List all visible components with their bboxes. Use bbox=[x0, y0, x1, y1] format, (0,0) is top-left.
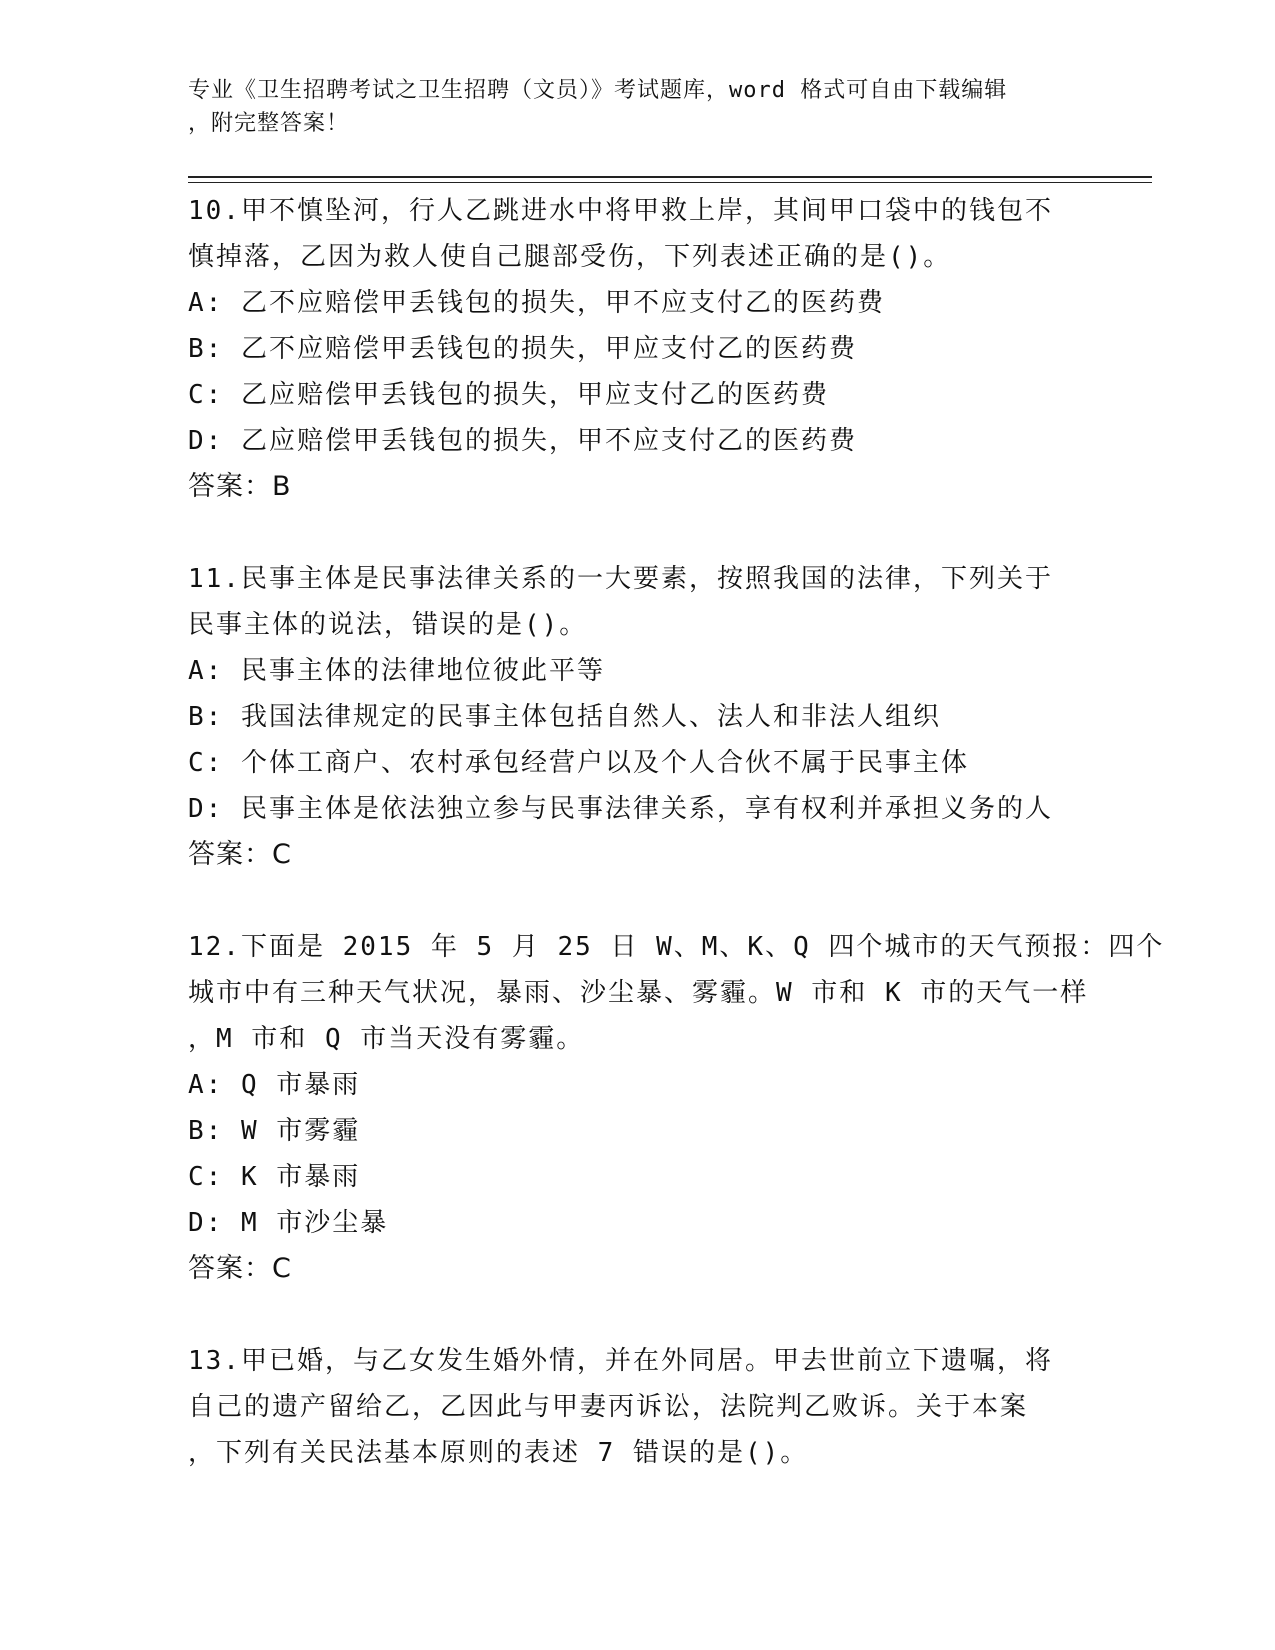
question-stem-line: ，下列有关民法基本原则的表述 7 错误的是()。 bbox=[188, 1438, 809, 1468]
header-line-1: 专业《卫生招聘考试之卫生招聘（文员）》考试题库，word 格式可自由下载编辑 bbox=[188, 78, 1008, 103]
question-stem-line: 11.民事主体是民事法律关系的一大要素，按照我国的法律，下列关于 bbox=[188, 564, 1053, 594]
option-a: A: 民事主体的法律地位彼此平等 bbox=[188, 656, 605, 686]
question-stem-line: 慎掉落，乙因为救人使自己腿部受伤，下列表述正确的是()。 bbox=[188, 242, 952, 272]
header-line-2: ，附完整答案！ bbox=[188, 111, 350, 136]
option-c: C: 个体工商户、农村承包经营户以及个人合伙不属于民事主体 bbox=[188, 748, 969, 778]
answer-line: 答案：C bbox=[188, 1253, 292, 1284]
option-b: B: 我国法律规定的民事主体包括自然人、法人和非法人组织 bbox=[188, 702, 941, 732]
question-stem-line: 自己的遗产留给乙，乙因此与甲妻丙诉讼，法院判乙败诉。关于本案 bbox=[188, 1392, 1029, 1422]
answer-line: 答案：B bbox=[188, 471, 292, 502]
option-d: D: 民事主体是依法独立参与民事法律关系，享有权利并承担义务的人 bbox=[188, 794, 1053, 824]
option-a: A: Q 市暴雨 bbox=[188, 1070, 361, 1100]
option-c: C: K 市暴雨 bbox=[188, 1162, 361, 1192]
option-a: A: 乙不应赔偿甲丢钱包的损失，甲不应支付乙的医药费 bbox=[188, 288, 885, 318]
option-b: B: W 市雾霾 bbox=[188, 1116, 361, 1146]
document-header bbox=[188, 74, 1068, 140]
question-list bbox=[188, 188, 1165, 1522]
option-d: D: 乙应赔偿甲丢钱包的损失，甲不应支付乙的医药费 bbox=[188, 426, 857, 456]
option-b: B: 乙不应赔偿甲丢钱包的损失，甲应支付乙的医药费 bbox=[188, 334, 857, 364]
header-divider-thin bbox=[188, 182, 1152, 183]
question-13 bbox=[188, 1338, 1088, 1476]
question-11 bbox=[188, 556, 1088, 878]
question-12 bbox=[188, 924, 1165, 1292]
question-stem-line: 城市中有三种天气状况，暴雨、沙尘暴、雾霾。W 市和 K 市的天气一样 bbox=[188, 978, 1089, 1008]
option-d: D: M 市沙尘暴 bbox=[188, 1208, 389, 1238]
header-divider-thick bbox=[188, 176, 1152, 178]
option-c: C: 乙应赔偿甲丢钱包的损失，甲应支付乙的医药费 bbox=[188, 380, 829, 410]
answer-line: 答案：C bbox=[188, 839, 292, 870]
question-10 bbox=[188, 188, 1088, 510]
question-stem-line: 12.下面是 2015 年 5 月 25 日 W、M、K、Q 四个城市的天气预报：四个 bbox=[188, 932, 1165, 962]
question-stem-line: ，M 市和 Q 市当天没有雾霾。 bbox=[188, 1024, 585, 1054]
question-stem-line: 10.甲不慎坠河，行人乙跳进水中将甲救上岸，其间甲口袋中的钱包不 bbox=[188, 196, 1053, 226]
question-stem-line: 民事主体的说法，错误的是()。 bbox=[188, 610, 588, 640]
question-stem-line: 13.甲已婚，与乙女发生婚外情，并在外同居。甲去世前立下遗嘱，将 bbox=[188, 1346, 1053, 1376]
